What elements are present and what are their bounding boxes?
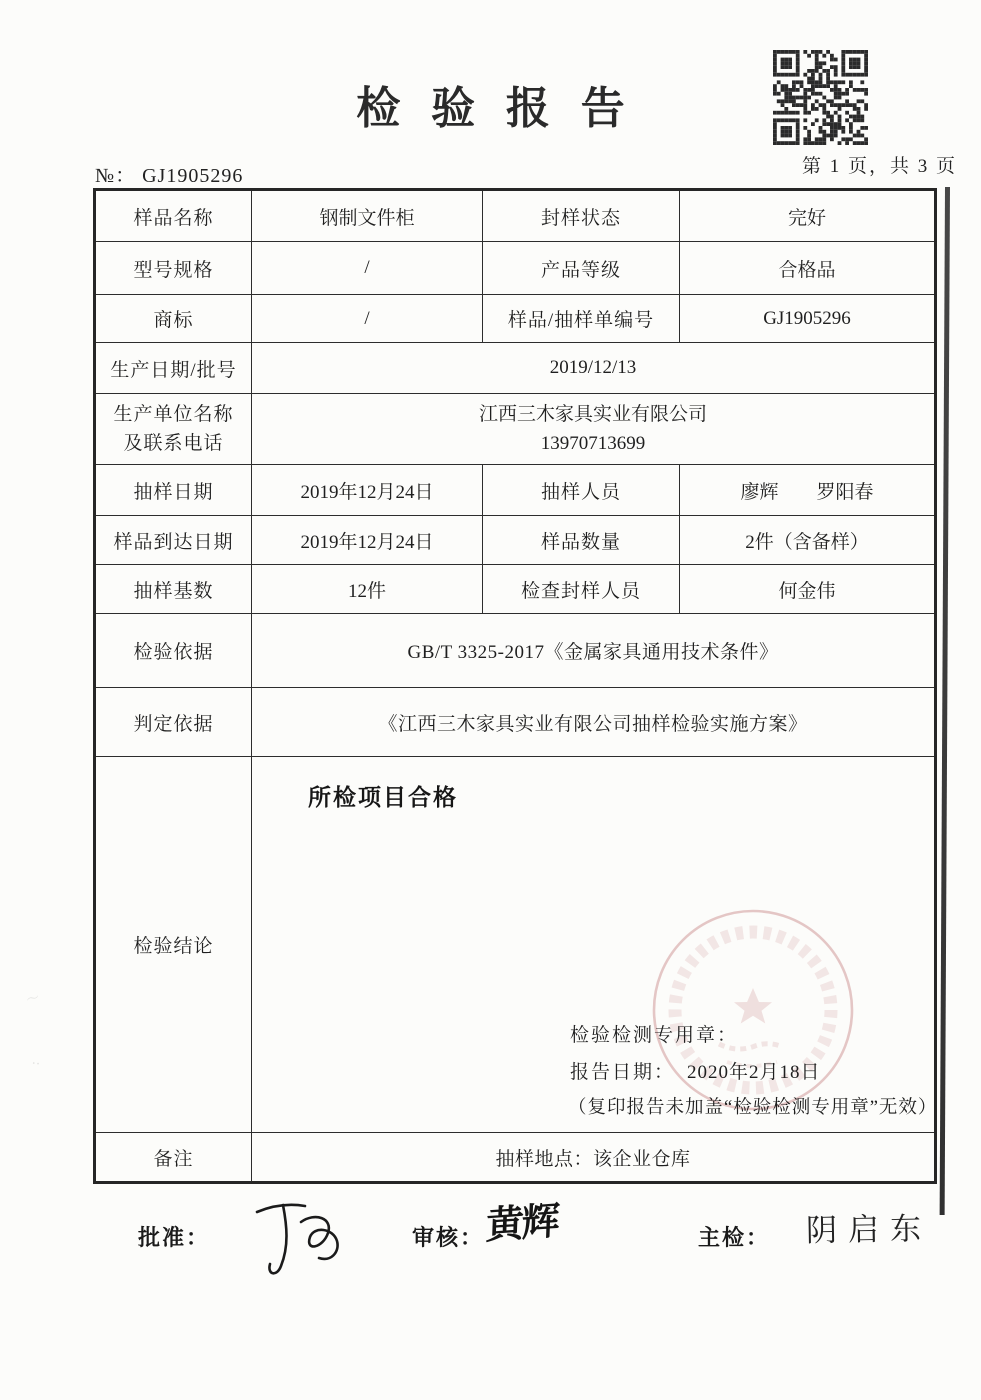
conclusion-label: 检验结论 bbox=[95, 757, 252, 1133]
remark-label: 备注 bbox=[95, 1133, 252, 1183]
page-edge-shadow bbox=[940, 187, 950, 1215]
chief-label: 主检： bbox=[698, 1225, 771, 1250]
approve-label: 批准： bbox=[138, 1225, 211, 1250]
table-row bbox=[95, 343, 936, 394]
sample-quantity-label: 样品数量 bbox=[483, 516, 680, 565]
sampling-base-value: 12件 bbox=[252, 565, 483, 614]
qr-code-icon bbox=[773, 50, 868, 145]
producer-label bbox=[95, 394, 252, 465]
inspection-basis-label: 检验依据 bbox=[95, 614, 252, 688]
report-table bbox=[93, 188, 937, 1184]
report-date-label: 报告日期： bbox=[570, 1062, 676, 1083]
arrival-date-label: 样品到达日期 bbox=[95, 516, 252, 565]
seal-checker-label: 检查封样人员 bbox=[483, 565, 680, 614]
model-spec-label: 型号规格 bbox=[95, 242, 252, 295]
sample-form-no-label: 样品/抽样单编号 bbox=[483, 295, 680, 343]
scan-smudge: 〜 bbox=[24, 989, 42, 1008]
table-row bbox=[95, 565, 936, 614]
inspection-seal-stamp bbox=[647, 902, 859, 1118]
production-date-value: 2019/12/13 bbox=[252, 343, 936, 394]
judgement-basis-value: 《江西三木家具实业有限公司抽样检验实施方案》 bbox=[252, 688, 936, 757]
page-indicator: 第 1 页，共 3 页 bbox=[801, 156, 957, 177]
seal-status-value: 完好 bbox=[680, 190, 936, 242]
sampler-label: 抽样人员 bbox=[483, 465, 680, 516]
chief-signature: 阴启东 bbox=[805, 1210, 933, 1249]
judgement-basis-label: 判定依据 bbox=[95, 688, 252, 757]
review-label: 审核： bbox=[412, 1225, 485, 1250]
table-row bbox=[95, 190, 936, 242]
table-row bbox=[95, 242, 936, 295]
producer-name: 江西三木家具实业有限公司 bbox=[478, 404, 707, 425]
sample-quantity-value: 2件（含备样） bbox=[680, 516, 936, 565]
production-date-label: 生产日期/批号 bbox=[95, 343, 252, 394]
producer-label-line2: 及联系电话 bbox=[123, 433, 224, 454]
report-number-label: №： bbox=[95, 165, 137, 187]
remark-value: 抽样地点：该企业仓库 bbox=[252, 1133, 936, 1183]
seal-checker-value: 何金伟 bbox=[680, 565, 936, 614]
report-date-line bbox=[570, 1057, 821, 1084]
table-row bbox=[95, 688, 936, 757]
conclusion-result: 所检项目合格 bbox=[308, 785, 458, 810]
sample-name-value: 钢制文件柜 bbox=[252, 190, 483, 242]
producer-phone: 13970713699 bbox=[540, 433, 646, 454]
sampling-base-label: 抽样基数 bbox=[95, 565, 252, 614]
review-signature: 黄辉 bbox=[485, 1200, 559, 1248]
product-grade-label: 产品等级 bbox=[483, 242, 680, 295]
page-title: 检验报告 bbox=[356, 84, 656, 133]
table-row bbox=[95, 614, 936, 688]
sample-name-label: 样品名称 bbox=[95, 190, 252, 242]
report-date-value: 2020年2月18日 bbox=[687, 1062, 821, 1083]
trademark-value: / bbox=[252, 295, 483, 343]
table-row bbox=[95, 1133, 936, 1183]
product-grade-value: 合格品 bbox=[680, 242, 936, 295]
conclusion-cell bbox=[252, 757, 936, 1133]
sampling-date-label: 抽样日期 bbox=[95, 465, 252, 516]
seal-status-label: 封样状态 bbox=[483, 190, 680, 242]
scan-smudge: ‥ bbox=[31, 1051, 42, 1068]
table-row bbox=[95, 394, 936, 465]
table-row bbox=[95, 465, 936, 516]
table-row bbox=[95, 757, 936, 1133]
producer-value bbox=[252, 394, 936, 465]
table-row bbox=[95, 295, 936, 343]
arrival-date-value: 2019年12月24日 bbox=[252, 516, 483, 565]
approval-signature-scribble bbox=[243, 1186, 353, 1286]
report-number-value: GJ1905296 bbox=[142, 165, 244, 187]
inspection-basis-value: GB/T 3325-2017《金属家具通用技术条件》 bbox=[252, 614, 936, 688]
sample-form-no-value: GJ1905296 bbox=[680, 295, 936, 343]
report-number bbox=[95, 159, 243, 188]
table-row bbox=[95, 516, 936, 565]
model-spec-value: / bbox=[252, 242, 483, 295]
producer-label-line1: 生产单位名称 bbox=[113, 404, 234, 425]
trademark-label: 商标 bbox=[95, 295, 252, 343]
seal-caption: 检验检测专用章： bbox=[570, 1025, 739, 1046]
copy-invalid-note: （复印报告未加盖“检验检测专用章”无效） bbox=[568, 1098, 938, 1118]
sampling-date-value: 2019年12月24日 bbox=[252, 465, 483, 516]
sampler-value: 廖辉 罗阳春 bbox=[680, 465, 936, 516]
